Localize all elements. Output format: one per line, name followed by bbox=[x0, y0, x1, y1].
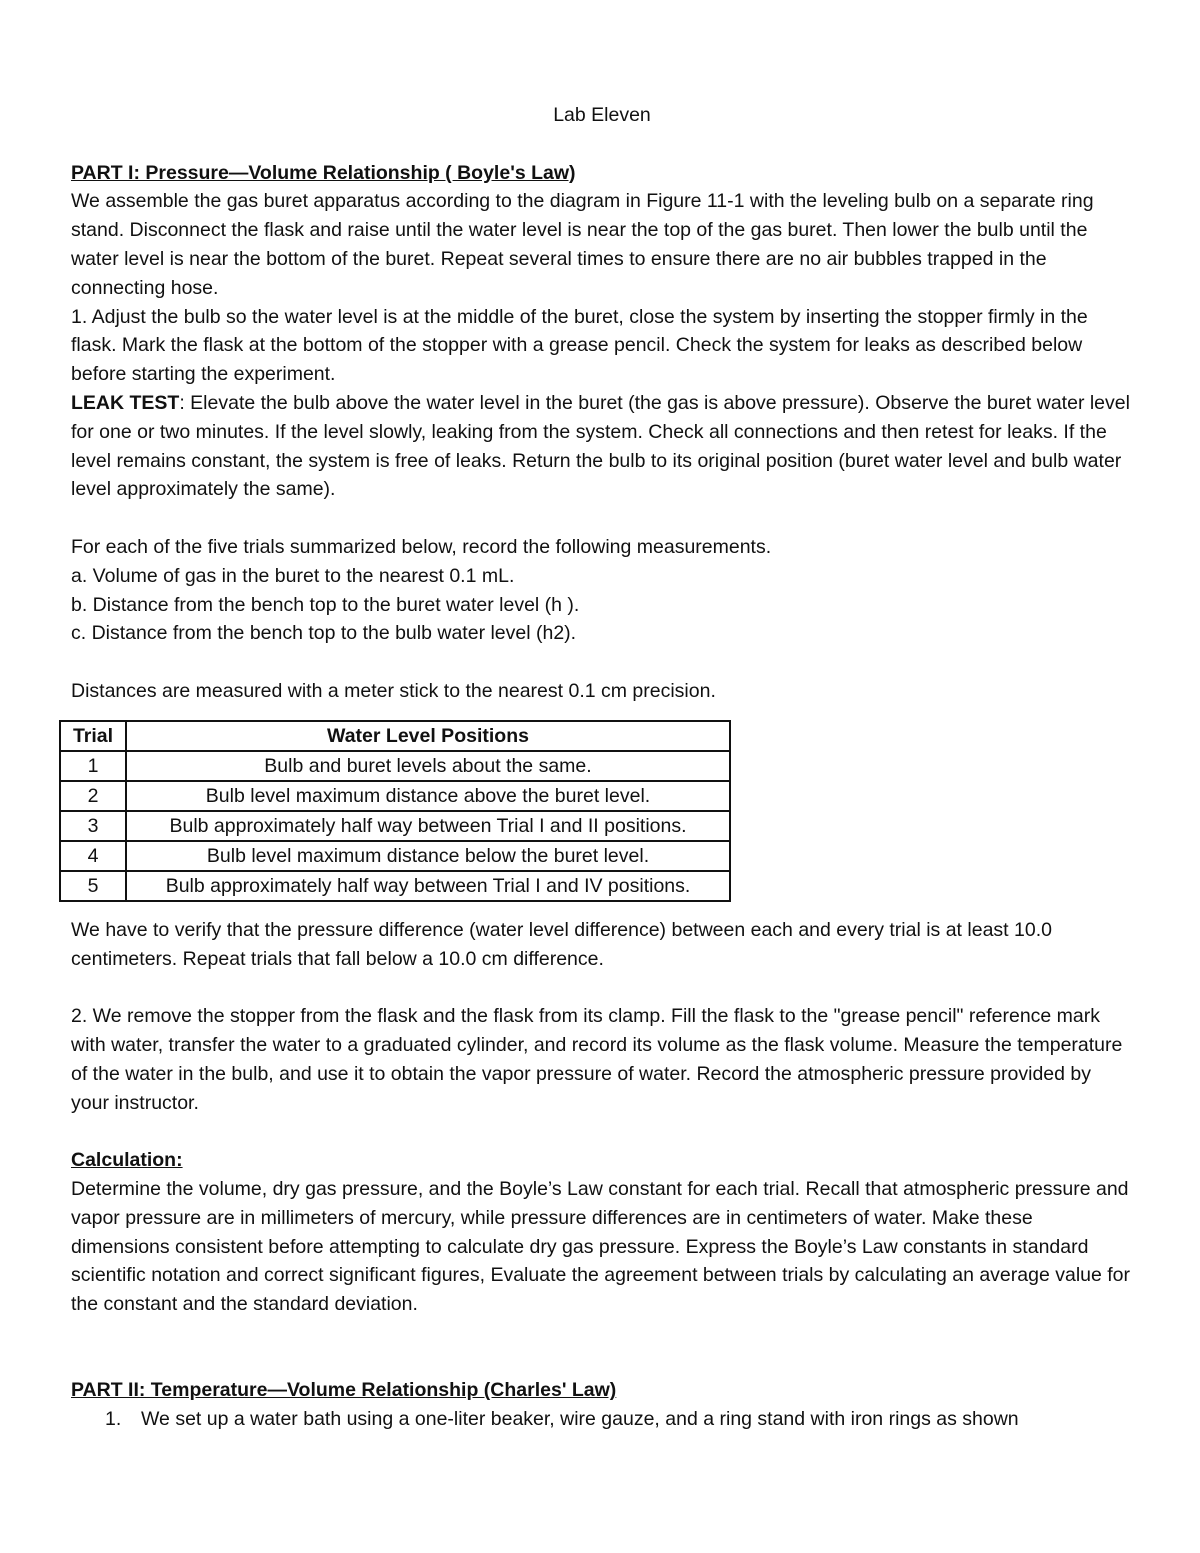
table-header-positions: Water Level Positions bbox=[126, 721, 730, 751]
part2-list-item bbox=[71, 1405, 1133, 1434]
trial-number: 3 bbox=[60, 811, 126, 841]
document-title: Lab Eleven bbox=[553, 104, 651, 126]
document-content bbox=[71, 101, 1133, 1434]
trial-position: Bulb level maximum distance above the buret level. bbox=[126, 781, 730, 811]
spacer bbox=[71, 648, 1133, 677]
leak-test-paragraph bbox=[71, 389, 1133, 504]
list-number: 1. bbox=[105, 1408, 122, 1431]
trial-position: Bulb and buret levels about the same. bbox=[126, 751, 730, 781]
table-header-trial: Trial bbox=[60, 721, 126, 751]
distances-note: Distances are measured with a meter stick to the nearest 0.1 cm precision. bbox=[71, 679, 716, 702]
leak-test-label: LEAK TEST bbox=[71, 391, 180, 414]
table-row bbox=[60, 781, 730, 811]
part1-intro: We assemble the gas buret apparatus according to the diagram in Figure 11-1 with the leveling bulb on a separate ring stand. Disconnect the flask and raise until the water level is near the top of the gas buret. Then lower the bulb until the water level is near the bottom of the buret. Repeat several times to ensure there are no air bubbles trapped in the connecting hose. bbox=[71, 190, 1094, 299]
part1-step2: 2. We remove the stopper from the flask and the flask from its clamp. Fill the flask to the "grease pencil" reference mark with water, transfer the water to a graduated cylinder, and record its volume as the flask volume. Measure the temperature of the water in the bulb, and use it to obtain the vapor pressure of water. Record the atmospheric pressure provided by your instructor. bbox=[71, 1005, 1123, 1114]
verify-paragraph: We have to verify that the pressure difference (water level difference) between each and every trial is at least 10.0 centimeters. Repeat trials that fall below a 10.0 cm difference. bbox=[71, 918, 1052, 970]
measure-c: c. Distance from the bench top to the bulb water level (h2). bbox=[71, 622, 577, 645]
measure-intro: For each of the five trials summarized below, record the following measurements. bbox=[71, 535, 772, 558]
table-row bbox=[60, 751, 730, 781]
leak-test-text: : Elevate the bulb above the water level in the buret (the gas is above pressure). Observe the buret water level for one or two minutes. If the level slowly, leaking from the system. Check all connections and then retest for leaks. If the level remains constant, the system is free of leaks. Return the bulb to its original position (buret water level and bulb water level approximately the same). bbox=[71, 391, 1130, 501]
part2-heading: PART II: Temperature—Volume Relationship (Charles' Law) bbox=[71, 1379, 617, 1402]
trial-number: 4 bbox=[60, 841, 126, 871]
part1-step1: 1. Adjust the bulb so the water level is at the middle of the buret, close the system by inserting the stopper firmly in the flask. Mark the flask at the bottom of the stopper with a grease pencil. Check the system for leaks as described below before starting the experiment. bbox=[71, 305, 1088, 386]
part1-heading: PART I: Pressure—Volume Relationship ( Boyle's Law) bbox=[71, 161, 576, 184]
trial-position: Bulb approximately half way between Trial I and II positions. bbox=[126, 811, 730, 841]
measure-b: b. Distance from the bench top to the buret water level (h ). bbox=[71, 593, 580, 616]
trial-number: 1 bbox=[60, 751, 126, 781]
spacer bbox=[71, 1319, 1133, 1348]
list-text: We set up a water bath using a one-liter beaker, wire gauze, and a ring stand with iron rings as shown bbox=[141, 1408, 1019, 1431]
table-row bbox=[60, 871, 730, 901]
calculation-heading: Calculation: bbox=[71, 1149, 183, 1172]
table-header-row bbox=[60, 721, 730, 751]
table-row bbox=[60, 811, 730, 841]
table-row bbox=[60, 841, 730, 871]
trials-table bbox=[59, 720, 731, 902]
spacer bbox=[71, 130, 1133, 159]
spacer bbox=[71, 504, 1133, 533]
trial-position: Bulb approximately half way between Trial I and IV positions. bbox=[126, 871, 730, 901]
calculation-text: Determine the volume, dry gas pressure, and the Boyle’s Law constant for each trial. Recall that atmospheric pressure and vapor pressure are in millimeters of mercury, while pressure differences are in centimeters of water. Make these dimensions consistent before attempting to calculate dry gas pressure. Express the Boyle’s Law constants in standard scientific notation and correct significant figures, Evaluate the agreement between trials by calculating an average value for the constant and the standard deviation. bbox=[71, 1177, 1131, 1316]
trial-number: 2 bbox=[60, 781, 126, 811]
spacer bbox=[71, 1117, 1133, 1146]
measure-a: a. Volume of gas in the buret to the nearest 0.1 mL. bbox=[71, 564, 515, 587]
spacer bbox=[71, 973, 1133, 1002]
trial-position: Bulb level maximum distance below the buret level. bbox=[126, 841, 730, 871]
spacer bbox=[71, 1348, 1133, 1377]
trial-number: 5 bbox=[60, 871, 126, 901]
